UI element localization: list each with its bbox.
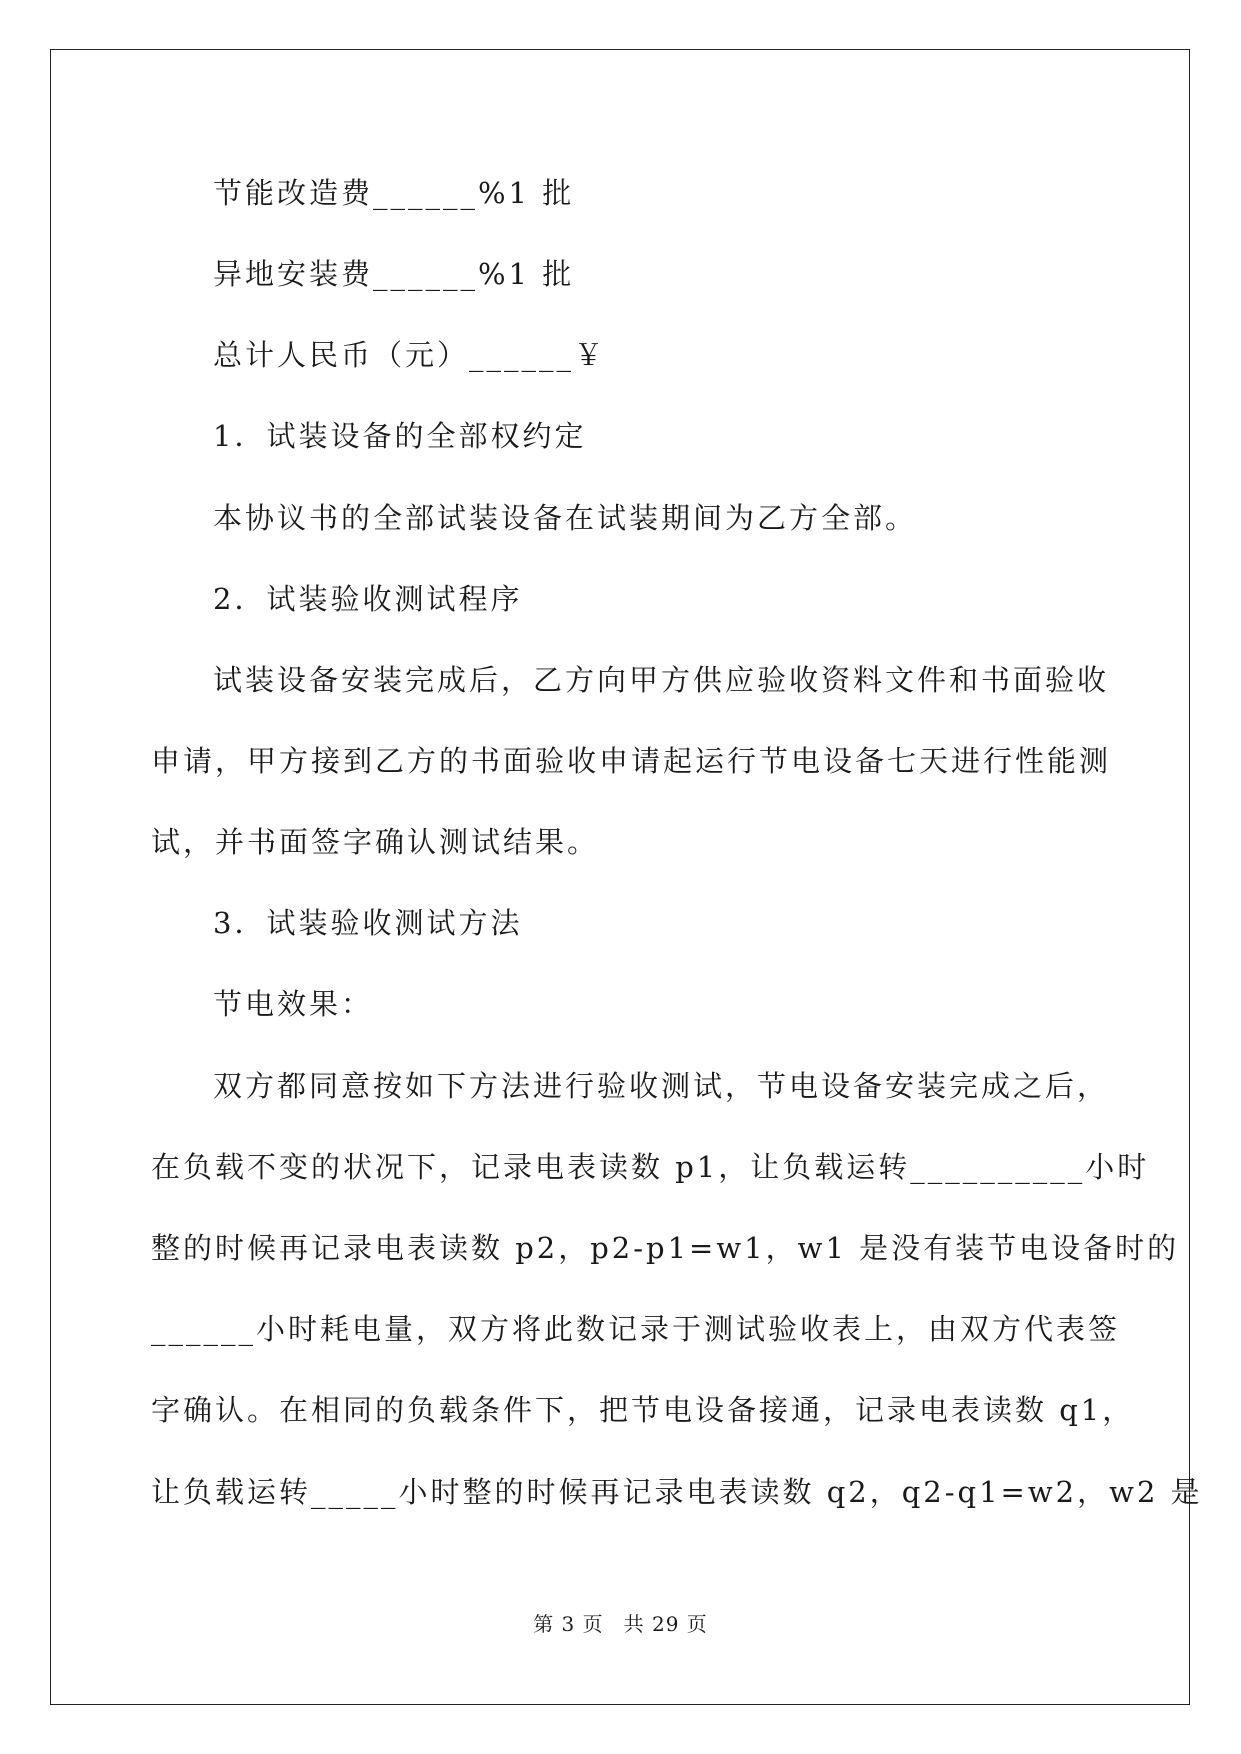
page-footer bbox=[0, 1612, 1241, 1636]
page-border bbox=[50, 49, 1190, 1705]
paragraph-ownership: 本协议书的全部试装设备在试装期间为乙方全部。 bbox=[213, 501, 918, 535]
paragraph-method-line-1: 双方都同意按如下方法进行验收测试，节电设备安装完成之后， bbox=[213, 1069, 1110, 1103]
paragraph-method-line-2: 在负载不变的状况下，记录电表读数 p1，让负载运转__________小时 bbox=[151, 1150, 1150, 1184]
paragraph-procedure-line-3: 试，并书面签字确认测试结果。 bbox=[151, 825, 600, 859]
paragraph-method-line-4: ______小时耗电量，双方将此数记录于测试验收表上，由双方代表签 bbox=[151, 1312, 1121, 1346]
heading-ownership: 1．试装设备的全部权约定 bbox=[213, 419, 587, 453]
page-total: 共 29 页 bbox=[623, 1612, 708, 1636]
paragraph-procedure-line-2: 申请，甲方接到乙方的书面验收申请起运行节电设备七天进行性能测 bbox=[151, 744, 1112, 778]
paragraph-method-line-6: 让负载运转_____小时整的时候再记录电表读数 q2，q2-q1=w2，w2 是 bbox=[151, 1475, 1203, 1509]
paragraph-method-line-3: 整的时候再记录电表读数 p2，p2-p1=w1，w1 是没有装节电设备时的 bbox=[151, 1231, 1180, 1265]
line-remote-install-fee: 异地安装费______%1 批 bbox=[213, 257, 575, 291]
label-saving-effect: 节电效果： bbox=[213, 987, 374, 1021]
heading-acceptance-method: 3．试装验收测试方法 bbox=[213, 906, 523, 940]
page-number: 第 3 页 bbox=[533, 1612, 604, 1636]
heading-acceptance-procedure: 2．试装验收测试程序 bbox=[213, 582, 523, 616]
paragraph-procedure-line-1: 试装设备安装完成后，乙方向甲方供应验收资料文件和书面验收 bbox=[213, 663, 1110, 697]
line-total-rmb: 总计人民币（元）______￥ bbox=[213, 338, 607, 372]
paragraph-method-line-5: 字确认。在相同的负载条件下，把节电设备接通，记录电表读数 q1， bbox=[151, 1393, 1135, 1427]
line-energy-retrofit-fee: 节能改造费______%1 批 bbox=[213, 176, 575, 210]
